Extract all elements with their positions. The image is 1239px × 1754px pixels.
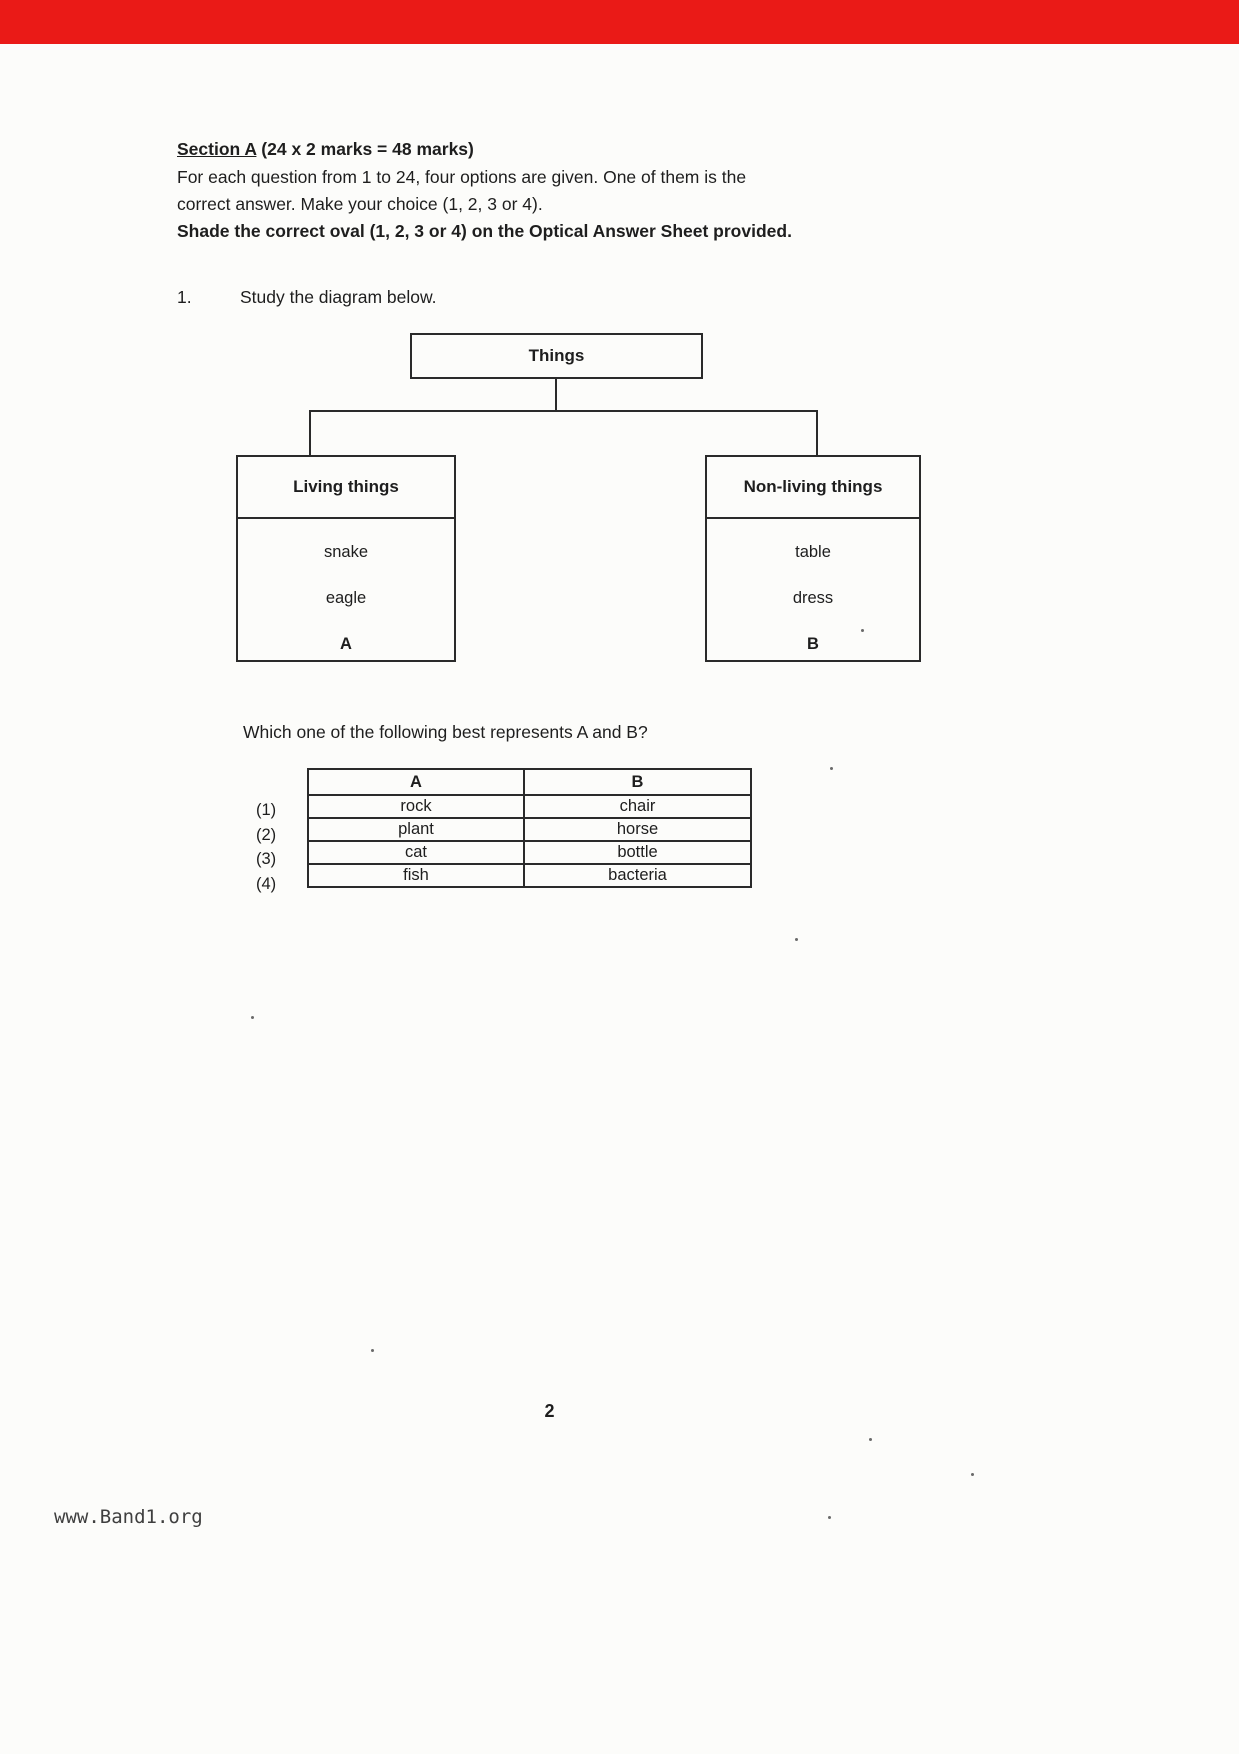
option-2-a: plant xyxy=(308,818,524,841)
options-table-header-row xyxy=(308,769,751,795)
diagram-root-box xyxy=(410,333,703,379)
instruction-line-1: For each question from 1 to 24, four options are given. One of them is the xyxy=(177,167,747,187)
options-table xyxy=(307,768,752,888)
option-2-b: horse xyxy=(524,818,751,841)
living-things-item-2: eagle xyxy=(325,589,367,607)
option-3-a: cat xyxy=(308,841,524,864)
section-a-block xyxy=(177,136,967,245)
scan-speck xyxy=(869,1438,872,1441)
option-label-4: (4) xyxy=(256,874,277,893)
diagram-connector-root xyxy=(555,379,557,411)
instruction-line-3: Shade the correct oval (1, 2, 3 or 4) on the Optical Answer Sheet provided. xyxy=(177,221,792,241)
option-label-1: (1) xyxy=(256,801,277,819)
table-row xyxy=(308,795,751,818)
scan-speck xyxy=(830,767,833,770)
diagram-connector-left xyxy=(309,411,311,456)
diagram-living-things-box xyxy=(236,455,456,662)
option-row-labels xyxy=(256,798,276,896)
option-3-b: bottle xyxy=(524,841,751,864)
option-4-b: bacteria xyxy=(524,864,751,887)
scan-red-bar xyxy=(0,0,1239,44)
nonliving-things-item-1: table xyxy=(795,543,831,561)
option-1-b: chair xyxy=(524,795,751,818)
question-1-number: 1. xyxy=(177,287,192,307)
option-1-a: rock xyxy=(308,795,524,818)
sub-question: Which one of the following best represents A and B? xyxy=(243,722,648,742)
options-table-header-a: A xyxy=(308,769,524,795)
diagram-connector-right xyxy=(816,411,818,456)
scan-speck xyxy=(371,1349,374,1352)
nonliving-things-title: Non-living things xyxy=(707,457,919,519)
living-things-letter-a: A xyxy=(340,635,352,653)
section-heading-title: Section A xyxy=(177,139,257,159)
living-things-title: Living things xyxy=(238,457,454,519)
living-things-item-1: snake xyxy=(323,543,369,561)
section-heading-marks: (24 x 2 marks = 48 marks) xyxy=(256,139,474,159)
options-table-header-b: B xyxy=(524,769,751,795)
scan-speck xyxy=(971,1473,974,1476)
diagram-nonliving-things-box xyxy=(705,455,921,662)
page-number: 2 xyxy=(544,1401,555,1421)
nonliving-things-item-2: dress xyxy=(792,589,834,607)
scan-speck xyxy=(861,629,864,632)
nonliving-things-letter-b: B xyxy=(807,635,819,653)
scan-speck xyxy=(251,1016,254,1019)
table-row xyxy=(308,864,751,887)
scan-speck xyxy=(828,1516,831,1519)
section-heading xyxy=(177,136,967,163)
diagram-connector-horizontal xyxy=(309,410,818,412)
table-row xyxy=(308,841,751,864)
diagram-root-label: Things xyxy=(528,346,585,365)
watermark: www.Band1.org xyxy=(54,1506,203,1528)
question-1-prompt: Study the diagram below. xyxy=(240,287,437,307)
living-things-items xyxy=(238,519,454,667)
option-label-3: (3) xyxy=(256,850,277,868)
option-4-a: fish xyxy=(308,864,524,887)
table-row xyxy=(308,818,751,841)
option-label-2: (2) xyxy=(256,825,277,844)
instruction-line-2: correct answer. Make your choice (1, 2, 3 or 4). xyxy=(177,194,543,214)
nonliving-things-items xyxy=(707,519,919,667)
scan-speck xyxy=(795,938,798,941)
